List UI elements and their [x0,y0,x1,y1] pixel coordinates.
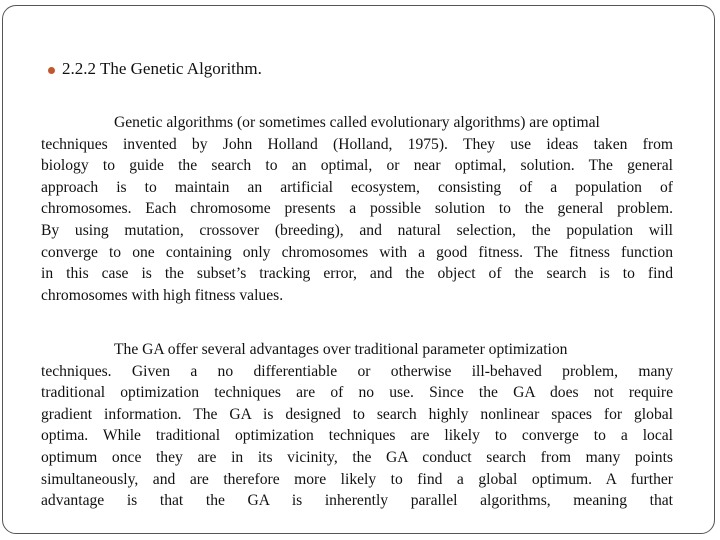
text-line: optimum once they are in its vicinity, the GA conduct search from many points [41,448,673,466]
text-line: biology to guide the search to an optimal, or near optimal, solution. The general [41,157,673,175]
text-line: in this case is the subset’s tracking error, and the object of the search is to find [41,265,673,283]
text-line: simultaneously, and are therefore more likely to find a global optimum. A further [41,470,673,488]
text-line: The GA offer several advantages over traditional parameter optimization [114,341,568,358]
paragraph-1 [41,112,673,306]
text-line: chromosomes with high fitness values. [41,286,284,304]
text-line: Genetic algorithms (or sometimes called evolutionary algorithms) are optimal [114,114,600,131]
text-line: gradient information. The GA is designed to search highly nonlinear spaces for global [41,405,673,423]
text-line: techniques. Given a no differentiable or otherwise ill-behaved problem, many [41,362,673,380]
text-line: traditional optimization techniques are of no use. Since the GA does not require [41,384,673,402]
text-line: chromosomes. Each chromosome presents a possible solution to the general problem. [41,200,673,218]
section-heading: 2.2.2 The Genetic Algorithm. [62,59,262,78]
text-line: By using mutation, crossover (breeding), and natural selection, the population will [41,221,673,239]
text-line: optima. While traditional optimization techniques are likely to converge to a local [41,427,673,445]
text-line: converge to one containing only chromosomes with a good fitness. The fitness function [41,243,673,261]
paragraph-2 [41,339,673,512]
text-line: approach is to maintain an artificial ecosystem, consisting of a population of [41,178,673,196]
text-line: techniques invented by John Holland (Holland, 1975). They use ideas taken from [41,135,673,153]
bullet-icon [48,67,55,74]
text-line: advantage is that the GA is inherently parallel algorithms, meaning that [41,492,673,510]
